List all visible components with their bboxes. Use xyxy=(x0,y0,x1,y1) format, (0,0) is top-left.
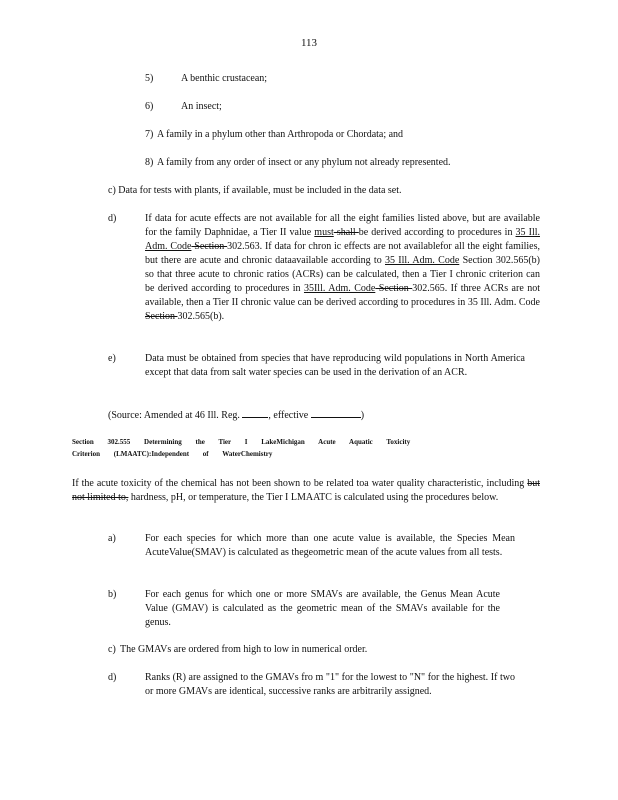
step-text: For each genus for which one or more SMAVs are available, the Genus Mean Acute Value (GMAV) is calculated as the geometric mean of the SMAVs available for the genus. xyxy=(145,589,500,628)
list-item-number: 7) xyxy=(145,129,154,140)
step-text: For each species for which more than one acute value is available, the Species Mean AcuteValue(SMAV) is calculated as thegeometric mean of the acute values from all tests. xyxy=(145,533,515,558)
intro-text: hardness, pH, or temperature, the Tier I LMAATC is calculated using the procedures below. xyxy=(128,492,499,503)
paragraph-d-text: If three ACRs are not available, then a Tier II chronic value can be derived according to procedures in 35 Ill. Adm. Code xyxy=(145,283,540,308)
source-note xyxy=(108,407,364,423)
page-number: 113 xyxy=(300,37,318,49)
paragraph-d-text: 302.565. xyxy=(412,283,448,294)
paragraph-d-text: Section 302.565(b) so that three acute to chronic ratios (ACRs) can be calculated, then a Tier I chronic criterion can be derived according to procedures in xyxy=(145,255,541,294)
list-item xyxy=(145,72,267,86)
intro-paragraph xyxy=(72,477,540,505)
inserted-text: must xyxy=(314,227,334,238)
paragraph-d-text: 302.565(b). xyxy=(177,311,225,322)
step-text: Ranks (R) are assigned to the GMAVs fro m "1" for the lowest to "N" for the highest. If two or more GMAVs are identical, successive ranks are arbitrarily assigned. xyxy=(145,672,515,697)
step-label: a) xyxy=(108,533,116,544)
deleted-text: Section xyxy=(145,311,178,322)
list-item-text: A family from any order of insect or any phylum not already represented. xyxy=(157,157,451,168)
step-text: The GMAVs are ordered from high to low in numerical order. xyxy=(120,644,368,655)
paragraph-d-text: 302.563. xyxy=(227,241,263,252)
section-heading-line2: Criterion (LMAATC):Independent of WaterChemistry xyxy=(72,450,273,458)
source-middle: , effective xyxy=(268,410,309,421)
list-item xyxy=(145,156,451,170)
step-label: b) xyxy=(108,589,117,600)
list-item-text: An insect; xyxy=(181,101,222,112)
inserted-text: 35 Ill. Adm. Code xyxy=(145,227,540,252)
paragraph-d-text: If data for chron ic effects are not availablefor all the eight families, but there are acute and chronic dataavailable according to xyxy=(145,241,541,266)
inserted-text: 35 Ill. Adm. Code xyxy=(384,255,460,266)
intro-text: If the acute toxicity of the chemical has not been shown to be related toa water quality characteristic, including xyxy=(72,478,528,489)
deleted-text: shall xyxy=(333,227,359,238)
deleted-text: but not limited to, xyxy=(72,478,540,503)
step-label: d) xyxy=(108,672,117,683)
blank-line xyxy=(242,407,268,418)
deleted-text: Section xyxy=(191,241,228,252)
blank-line xyxy=(311,407,361,418)
paragraph-d-label: d) xyxy=(108,213,117,224)
list-item xyxy=(145,128,403,142)
list-item xyxy=(145,100,222,114)
step-label: c) xyxy=(108,644,116,655)
source-prefix: (Source: Amended at 46 Ill. Reg. xyxy=(108,410,240,421)
list-item-number: 5) xyxy=(145,73,154,84)
paragraph-c: c) Data for tests with plants, if available, must be included in the data set. xyxy=(108,185,402,196)
deleted-text: Section xyxy=(375,283,413,294)
list-item-text: A benthic crustacean; xyxy=(181,73,268,84)
paragraph-d xyxy=(145,212,540,324)
paragraph-e: Data must be obtained from species that have reproducing wild populations in North America except that data from salt water species can be used in the derivation of an ACR. xyxy=(145,353,525,378)
inserted-text: 35Ill. Adm. Code xyxy=(303,283,376,294)
list-item-number: 8) xyxy=(145,157,154,168)
list-item-text: A family in a phylum other than Arthropoda or Chordata; and xyxy=(157,129,404,140)
paragraph-d-text: be derived according to procedures in xyxy=(358,227,516,238)
list-item-number: 6) xyxy=(145,101,154,112)
section-heading-line1: Section 302.555 Determining the Tier I LakeMichigan Acute Aquatic Toxicity xyxy=(72,438,411,446)
paragraph-d-text: If data for acute effects are not available for all the eight families listed above, but are available for the family Daphnidae, a Tier II value xyxy=(145,213,540,238)
paragraph-e-label: e) xyxy=(108,353,116,364)
source-suffix: ) xyxy=(360,410,365,421)
